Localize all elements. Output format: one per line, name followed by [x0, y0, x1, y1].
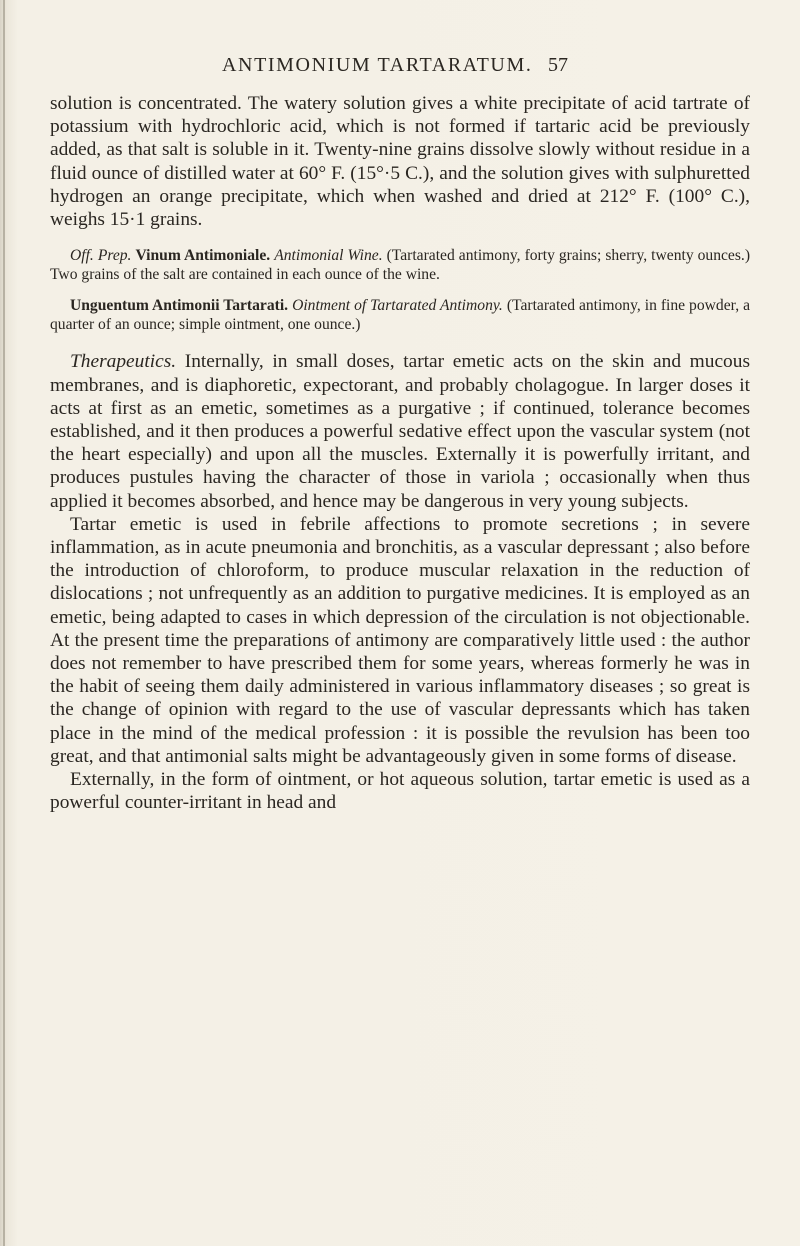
page-number: 57: [548, 54, 568, 76]
page-header: [0, 50, 800, 84]
therapeutics-label: Therapeutics.: [70, 351, 177, 373]
paragraph-solution: solution is concentrated. The watery solution gives a white precipitate of acid tartrate of potassium with hydrochloric acid, which is not formed if tartaric acid be previously added, as that salt is soluble in it. Twenty-nine grains dissolve slowly without residue in a fluid ounce of distilled water at 60° F. (15°·5 C.), and the solution gives with sulphuretted hydrogen an orange precipitate, which when washed and dried at 212° F. (100° C.), weighs 15·1 grains.: [50, 93, 750, 231]
ointment-translation: Ointment of Tartarated Antimony.: [292, 296, 503, 314]
page-binding-edge: [3, 0, 5, 1246]
ointment-name: Unguentum Antimonii Tartarati.: [70, 296, 289, 314]
prep-label: Off. Prep.: [70, 247, 132, 265]
ointment-details: (Tartarated antimony, in fine powder, a quarter of an ounce; simple ointment, one ounce.): [50, 296, 751, 333]
running-head: ANTIMONIUM TARTARATUM.: [222, 54, 533, 76]
paragraph-therapeutics: [50, 350, 750, 512]
page-content: [50, 92, 750, 814]
prep-entry-unguentum: [50, 297, 750, 335]
prep-name: Vinum Antimoniale.: [135, 247, 271, 265]
prep-details: (Tartarated antimony, forty grains; sherry, twenty ounces.) Two grains of the salt are contained in each ounce of the wine.: [50, 247, 751, 284]
paragraph-tartar-uses: Tartar emetic is used in febrile affections to promote secretions ; in severe inflammation, as in acute pneumonia and bronchitis, as a vascular depressant ; also before the introduction of chloroform, to produce muscular relaxation in the reduction of dislocations ; not unfrequently as an addition to purgative medicines. It is employed as an emetic, being adapted to cases in which depression of the circulation is not objectionable. At the present time the preparations of antimony are comparatively little used : the author does not remember to have prescribed them for some years, whereas formerly he was in the habit of seeing them daily administered in various inflammatory diseases ; so great is the change of opinion with regard to the use of vascular depressants which has taken place in the mind of the medical profession : it is possible the revulsion has been too great, and that antimonial salts might be advantageously given in some forms of disease.: [50, 513, 750, 767]
prep-entry-vinum: [50, 247, 750, 285]
therapeutics-text: Internally, in small doses, tartar emetic acts on the skin and mucous membranes, and is diaphoretic, expectorant, and probably cholagogue. In larger doses it acts at first as an emetic, sometimes as a purgative ; if continued, tolerance becomes established, and it then produces a powerful sedative effect upon the vascular system (not the heart especially) and upon all the muscles. Externally it is powerfully irritant, and produces pustules having the character of those in variola ; occasionally when thus applied it becomes absorbed, and hence may be dangerous in very young subjects.: [50, 351, 750, 512]
paragraph-external-use: Externally, in the form of ointment, or hot aqueous solution, tartar emetic is used as a powerful counter-irritant in head and: [50, 769, 750, 814]
prep-translation: Antimonial Wine.: [274, 247, 383, 265]
